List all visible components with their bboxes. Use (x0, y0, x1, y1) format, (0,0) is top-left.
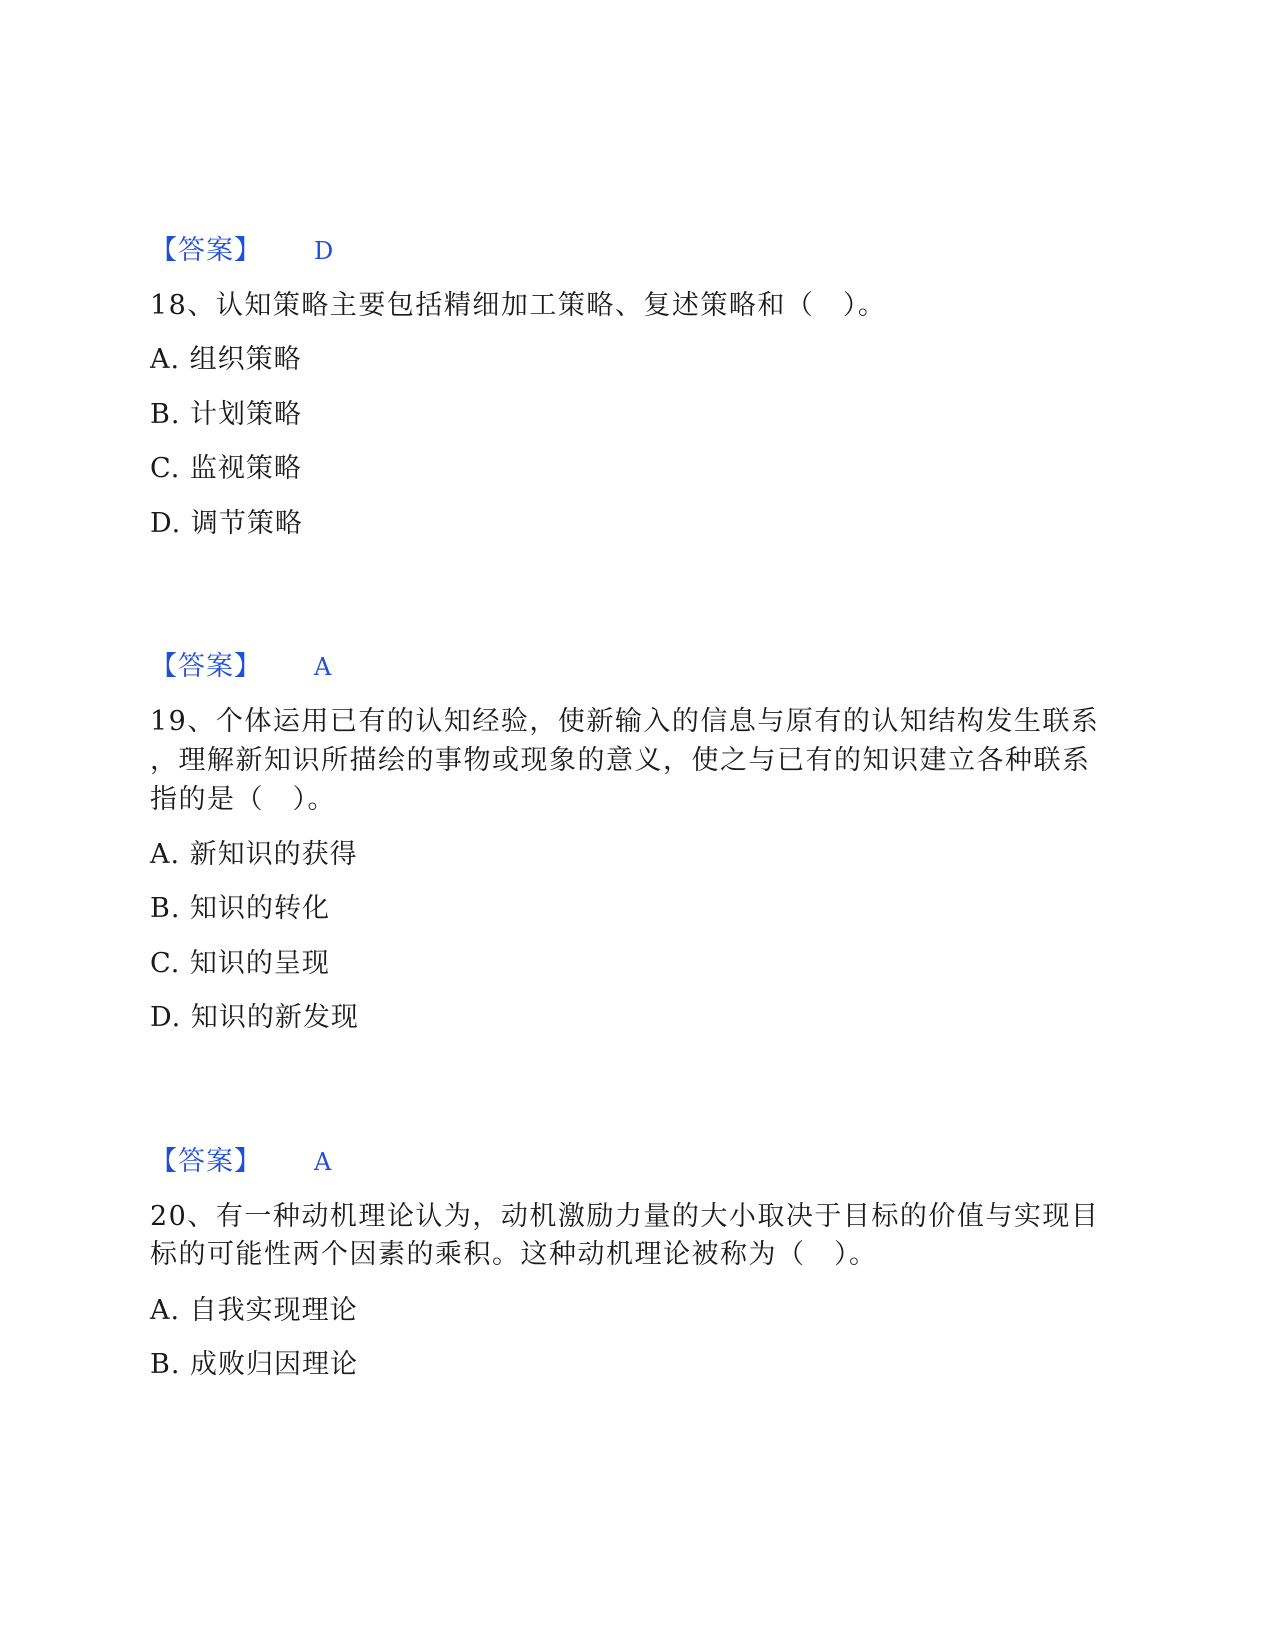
answer-value: D (314, 237, 334, 265)
question-19-option-b: B. 知识的转化 (150, 893, 331, 924)
answer-label: 【答案】 (150, 1146, 262, 1177)
answer-label: 【答案】 (150, 235, 262, 266)
question-20-option-b: B. 成败归因理论 (150, 1349, 359, 1380)
question-19-text-line-1: 19、个体运用已有的认知经验，使新输入的信息与原有的认知结构发生联系 (150, 706, 1100, 737)
question-20-text-line-2: 标的可能性两个因素的乘积。这种动机理论被称为（ ）。 (150, 1239, 878, 1270)
question-20-option-a: A. 自我实现理论 (150, 1295, 358, 1326)
question-19-option-d: D. 知识的新发现 (150, 1002, 359, 1033)
answer-row-18 (150, 648, 331, 686)
question-19-text-line-2: ，理解新知识所描绘的事物或现象的意义，使之与已有的知识建立各种联系 (150, 745, 1091, 776)
question-18-option-d: D. 调节策略 (150, 508, 303, 539)
answer-row-17 (150, 232, 333, 270)
question-19-option-c: C. 知识的呈现 (150, 948, 330, 979)
answer-value: A (314, 1148, 332, 1176)
question-18-option-b: B. 计划策略 (150, 399, 303, 430)
answer-value: A (314, 653, 332, 681)
answer-row-19 (150, 1143, 331, 1181)
answer-label: 【答案】 (150, 651, 262, 682)
question-19-text-line-3: 指的是（ ）。 (150, 784, 336, 815)
question-19-option-a: A. 新知识的获得 (150, 839, 358, 870)
question-18-option-c: C. 监视策略 (150, 453, 302, 484)
question-20-text-line-1: 20、有一种动机理论认为，动机激励力量的大小取决于目标的价值与实现目 (150, 1201, 1100, 1232)
question-18-option-a: A. 组织策略 (150, 344, 302, 375)
question-18-text: 18、认知策略主要包括精细加工策略、复述策略和（ ）。 (150, 290, 887, 321)
